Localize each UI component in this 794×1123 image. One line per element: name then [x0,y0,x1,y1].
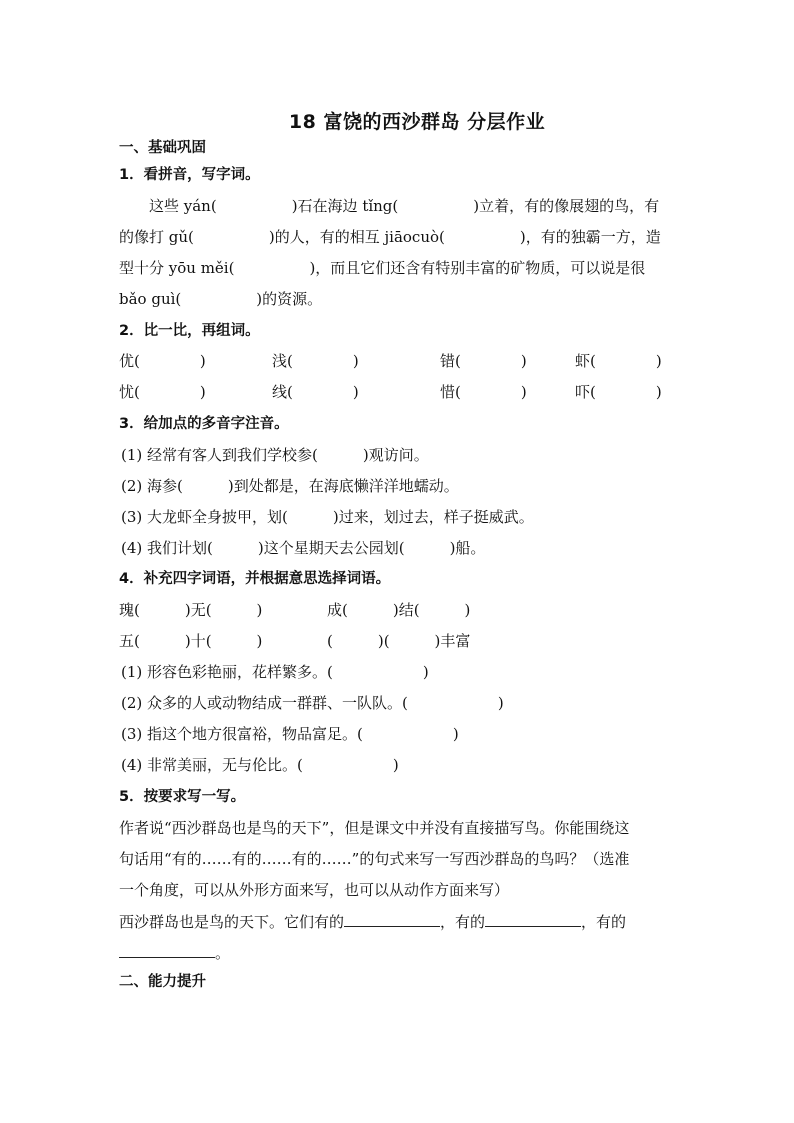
q3-item-3: (3) 大龙虾全身披甲，划( )过来，划过去，样子挺威武。 [121,508,534,526]
q1-heading: 1．看拼音，写字词。 [119,167,260,183]
q3-heading: 3．给加点的多音字注音。 [119,416,289,432]
q2-cell: 惜( ) [440,383,527,401]
q4-heading: 4．补充四字词语，并根据意思选择词语。 [119,571,391,587]
q5-answer-mid-1: ，有的 [440,913,486,931]
q2-cell: 吓( ) [575,383,662,401]
q5-blank-3[interactable] [119,943,215,958]
q4-item-1: (1) 形容色彩艳丽，花样繁多。( ) [121,663,429,681]
q4-item-3: (3) 指这个地方很富裕，物品富足。( ) [121,725,459,743]
q5-answer-line [119,912,626,932]
q5-line-3: 一个角度，可以从外形方面来写，也可以从动作方面来写） [119,881,510,899]
q1-line-4: bǎo guì( )的资源。 [119,290,323,308]
q2-cell: 错( ) [440,352,527,370]
q3-item-1: (1) 经常有客人到我们学校参( )观访问。 [121,446,429,464]
q5-answer-mid-2: ，有的 [581,913,627,931]
q5-answer-line-2 [119,943,230,963]
q2-cell: 浅( ) [272,352,359,370]
q5-line-1: 作者说“西沙群岛也是鸟的天下”，但是课文中并没有直接描写鸟。你能围绕这 [119,819,630,837]
section-heading-advanced: 二、能力提升 [119,974,206,990]
q3-item-4: (4) 我们计划( )这个星期天去公园划( )船。 [121,539,486,557]
q4-idiom: ( )( )丰富 [327,632,471,650]
q2-cell: 忧( ) [119,383,206,401]
q5-blank-2[interactable] [485,912,581,927]
q2-cell: 优( ) [119,352,206,370]
q4-item-2: (2) 众多的人或动物结成一群群、一队队。( ) [121,694,504,712]
q5-answer-end: 。 [215,944,231,962]
page-title: 18 富饶的西沙群岛 分层作业 [288,111,546,133]
q1-line-2: 的像打 gǔ( )的人，有的相互 jiāocuò( )，有的独霸一方，造 [119,228,661,246]
q5-heading: 5．按要求写一写。 [119,789,246,805]
section-heading-basic: 一、基础巩固 [119,140,206,156]
q2-cell: 虾( ) [575,352,662,370]
q3-item-2: (2) 海参( )到处都是，在海底懒洋洋地蠕动。 [121,477,459,495]
q5-answer-prefix: 西沙群岛也是鸟的天下。它们有的 [119,913,345,931]
q4-idiom: 瑰( )无( ) [119,601,263,619]
q4-idiom: 五( )十( ) [119,632,263,650]
q4-idiom: 成( )结( ) [327,601,471,619]
q2-heading: 2．比一比，再组词。 [119,323,260,339]
q5-blank-1[interactable] [344,912,440,927]
q1-line-3: 型十分 yōu měi( )，而且它们还含有特别丰富的矿物质，可以说是很 [119,259,646,277]
q5-line-2: 句话用“有的……有的……有的……”的句式来写一写西沙群岛的鸟吗？（选准 [119,850,630,868]
q2-cell: 线( ) [272,383,359,401]
q4-item-4: (4) 非常美丽，无与伦比。( ) [121,756,399,774]
q1-line-1: 这些 yán( )石在海边 tǐng( )立着，有的像展翅的鸟，有 [119,197,660,215]
